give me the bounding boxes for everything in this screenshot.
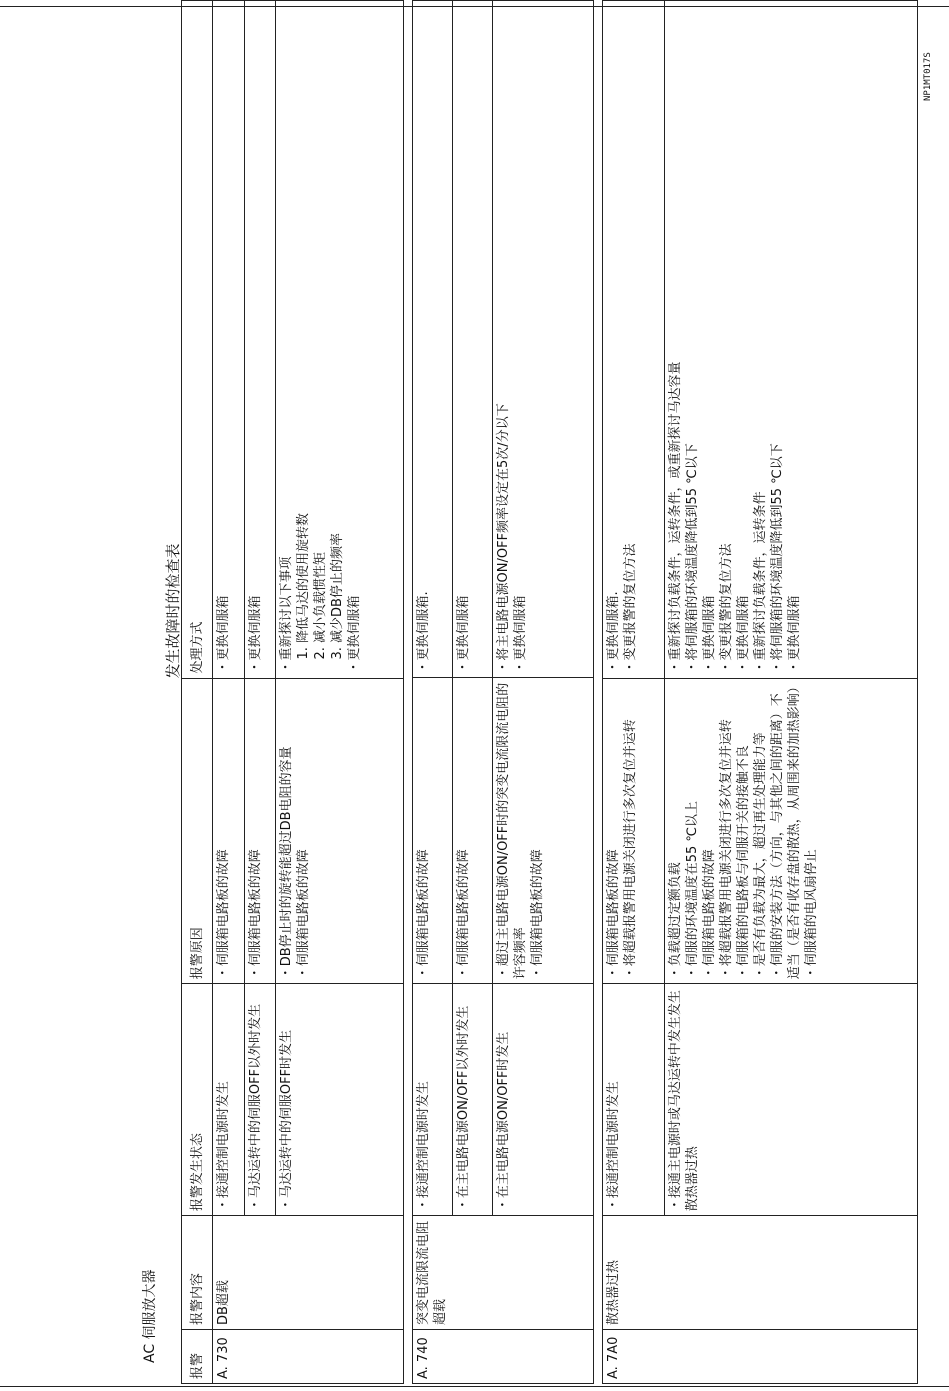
state-text: ・ 接通主电源时或马达运转中发生发生散热器过热 xyxy=(667,988,701,1211)
header-row xyxy=(182,1,213,1384)
cause-text: ・ 伺服箱电路板的故障 xyxy=(215,683,232,980)
state-text: ・ 接通控制电源时发生 xyxy=(605,988,622,1211)
action xyxy=(492,1,593,679)
action xyxy=(603,1,665,679)
action-text: 3. 减少DB停止的频率 xyxy=(329,533,345,660)
alarm-cause xyxy=(603,678,665,984)
action-text: ・ 更换伺服箱 xyxy=(215,5,232,674)
action-text: ・ 更换伺服箱. xyxy=(415,5,432,674)
table-row xyxy=(492,1,593,1384)
action-text: ・ 重新探讨负载条件，运转条件，或重新探讨马达容量 xyxy=(667,5,684,674)
action xyxy=(244,1,275,679)
alarm-cause xyxy=(244,678,275,984)
action-text: ・ 更换伺服箱 xyxy=(247,5,264,674)
alarm-code: A. 730 xyxy=(213,1330,404,1384)
cause-text: ・ 伺服箱电路板的故障 xyxy=(455,683,472,980)
cause-text: ・ 超过主电路电源ON/OFF时的突变电流限流电阻的许容频率 xyxy=(495,683,529,980)
alarm-cause xyxy=(492,678,593,984)
column-header: 报警发生状态 xyxy=(182,984,213,1216)
action-text: ・ 变更报警的复位方法 xyxy=(622,5,639,674)
action-text: ・ 更换伺服箱 xyxy=(786,5,803,674)
alarm-cause xyxy=(275,678,403,984)
action-text: ・ 重新探讨负载条件，运转条件 xyxy=(752,5,769,674)
action-text: 1. 降低马达的使用旋转数 xyxy=(295,512,311,660)
alarm-table-1 xyxy=(412,0,594,1384)
alarm-state xyxy=(413,984,453,1216)
action-text: ・ 将主电路电源ON/OFF频率设定在5次/分以下 xyxy=(495,5,512,674)
alarm-content: 突变电流限流电阻超载 xyxy=(413,1216,594,1330)
note-code: NP1MT017S xyxy=(923,52,933,101)
column-header: 报警 xyxy=(182,1330,213,1384)
action-text: ・ 更换伺服箱 xyxy=(455,5,472,674)
alarm-cause xyxy=(413,678,453,984)
alarm-state xyxy=(213,984,244,1216)
state-text: ・ 接通控制电源时发生 xyxy=(215,988,232,1211)
action xyxy=(452,1,492,679)
cause-text: ・ 伺服箱电路板的故障 xyxy=(605,683,622,980)
cause-text: ・ 伺服箱电路板的故障 xyxy=(415,683,432,980)
action-text: ・ 更换伺服箱 xyxy=(735,5,752,674)
table-row xyxy=(275,1,403,1384)
state-text: ・ 在主电路电源ON/OFF时发生 xyxy=(495,988,512,1211)
table-row xyxy=(452,1,492,1384)
state-text: ・ 接通控制电源时发生 xyxy=(415,988,432,1211)
state-text: ・ 在主电路电源ON/OFF以外时发生 xyxy=(455,988,472,1211)
alarm-cause xyxy=(452,678,492,984)
action-text: ・ 更换伺服箱 xyxy=(346,5,363,674)
action xyxy=(213,1,244,679)
cause-text: ・ 将超载报警用电源关闭进行多次复位并运转 xyxy=(622,683,639,980)
action xyxy=(275,1,403,679)
section-title: AC 伺服放大器 xyxy=(142,1269,158,1363)
cause-text: ・ 伺服的安装方法（方向，与其他之间的距离）不适当（是否有收存盘的散热，从周围来的加热影响） xyxy=(769,683,803,980)
alarm-state xyxy=(492,984,593,1216)
alarm-content: DB超载 xyxy=(213,1216,404,1330)
alarm-code: A. 7A0 xyxy=(603,1330,918,1384)
action-text: ・ 更换伺服箱. xyxy=(605,5,622,674)
table-row xyxy=(413,1,453,1384)
alarm-code: A. 740 xyxy=(413,1330,594,1384)
action-text: ・ 更换伺服箱 xyxy=(701,5,718,674)
state-text: ・ 马达运转中的伺服OFF以外时发生 xyxy=(247,988,264,1211)
action xyxy=(665,1,918,679)
alarm-state xyxy=(244,984,275,1216)
cause-text: ・ 是否有负载为最大，超过再生处理能力等 xyxy=(752,683,769,980)
cause-text: ・ 伺服箱电路板的故障 xyxy=(247,683,264,980)
doc-title: 发生故障时的检查表 xyxy=(164,543,182,679)
cause-text: ・ 伺服箱电路板的故障 xyxy=(295,683,312,980)
table-row xyxy=(244,1,275,1384)
alarm-state xyxy=(275,984,403,1216)
table-row xyxy=(603,1,665,1384)
alarm-state xyxy=(452,984,492,1216)
column-header: 处理方式 xyxy=(182,1,213,679)
cause-text: ・ 伺服箱的电风扇停止 xyxy=(803,683,820,980)
alarm-table-2 xyxy=(602,0,918,1384)
column-header: 报警原因 xyxy=(182,678,213,984)
alarm-state xyxy=(665,984,918,1216)
cause-text: ・ 伺服箱电路板的故障 xyxy=(529,683,546,980)
action xyxy=(413,1,453,679)
cause-text: ・ 伺服箱电路板的故障 xyxy=(701,683,718,980)
action-text: ・ 更换伺服箱 xyxy=(512,5,529,674)
column-header: 报警内容 xyxy=(182,1216,213,1330)
cause-text: ・ 将超载报警用电源关闭进行多次复位并运转 xyxy=(718,683,735,980)
action-text: 2. 减小负载惯性矩 xyxy=(312,551,328,660)
action-text: ・ 变更报警的复位方法 xyxy=(718,5,735,674)
action-text: ・ 将伺服箱的环境温度降低到55 ℃以下 xyxy=(684,5,701,674)
alarm-cause xyxy=(665,678,918,984)
alarm-state xyxy=(603,984,665,1216)
cause-text: ・ DB停止时的旋转能超过DB电阻的容量 xyxy=(278,683,295,980)
alarm-cause xyxy=(213,678,244,984)
table-row xyxy=(213,1,244,1384)
cause-text: ・ 伺服箱的电路板与伺服开关的接触不良 xyxy=(735,683,752,980)
cause-text: ・ 伺服的环境温度在55 ℃以上 xyxy=(684,683,701,980)
alarm-content: 散热器过热 xyxy=(603,1216,918,1330)
action-text: ・ 将伺服箱的环境温度降低到55 ℃以下 xyxy=(769,5,786,674)
table-row xyxy=(665,1,918,1384)
state-text: ・ 马达运转中的伺服OFF时发生 xyxy=(278,988,295,1211)
action-text: ・ 重新探讨以下事项 xyxy=(278,5,295,674)
cause-text: ・ 负载超过定额负载 xyxy=(667,683,684,980)
alarm-table-0 xyxy=(181,0,404,1384)
